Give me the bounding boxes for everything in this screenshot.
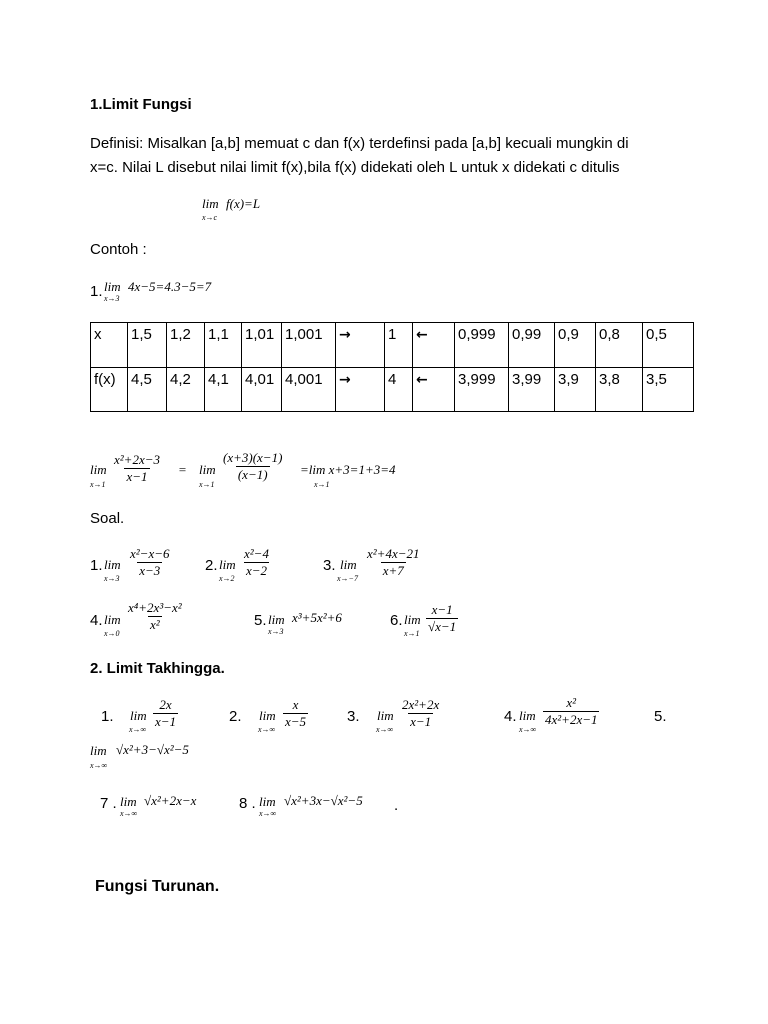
lim-subscript: x→c (202, 213, 218, 222)
lim-subscript: x→∞ (259, 809, 277, 818)
lim-operator: lim (268, 612, 285, 627)
lim-subscript: x→∞ (90, 761, 108, 770)
table-row (91, 323, 694, 368)
denominator: (x−1) (237, 467, 268, 482)
lim-operator: lim (202, 196, 219, 211)
lim-subscript: x→∞ (120, 809, 138, 818)
denominator: x−1 (410, 714, 432, 729)
numerator: x (292, 697, 299, 712)
fraction (128, 547, 171, 578)
fraction (283, 698, 308, 729)
lim-subscript: x→1 (90, 480, 106, 489)
denominator: x−5 (285, 714, 307, 729)
lim-subscript: x→∞ (376, 725, 394, 734)
table-cell: 1 (385, 323, 413, 368)
item-label: 5. (654, 708, 667, 725)
item-label: 5. (254, 612, 267, 629)
numerator: x−1 (431, 602, 453, 617)
table-cell: 4,01 (242, 368, 282, 412)
item-label: 4. (504, 708, 517, 725)
lim-operator: lim (219, 557, 236, 572)
fraction-1 (112, 453, 162, 484)
lim-operator: lim (199, 462, 216, 477)
fraction (426, 603, 458, 634)
table-cell: 4,001 (282, 368, 336, 412)
lim-subscript: x→3 (104, 574, 120, 583)
table-cell: 1,01 (242, 323, 282, 368)
definition-line-2: x=c. Nilai L disebut nilai limit f(x),bila f(x) didekati oleh L untuk x didekati c ditulis (90, 159, 620, 176)
section-heading-limit-fungsi: 1.Limit Fungsi (90, 96, 192, 113)
item-label: 4. (90, 612, 103, 629)
item-label: 3. (323, 557, 336, 574)
numerator: x²+4x−21 (367, 546, 420, 561)
denominator: √x−1 (428, 619, 457, 634)
table-cell: 1,5 (128, 323, 167, 368)
lim-subscript: x→1 (314, 480, 330, 489)
arrow-left-icon: ← (413, 368, 455, 412)
fraction (242, 547, 271, 578)
definition-line-1: Definisi: Misalkan [a,b] memuat c dan f(x) terdefinsi pada [a,b] kecuali mungkin di (90, 135, 629, 152)
lim-subscript: x→−7 (337, 574, 358, 583)
denominator: 4x²+2x−1 (545, 712, 598, 727)
expression: √x²+3x−√x²−5 (284, 793, 363, 808)
table-cell: 3,999 (455, 368, 509, 412)
denominator: x+7 (382, 563, 404, 578)
table-cell: 3,5 (643, 368, 694, 412)
numerator: x² (566, 695, 577, 710)
lim-subscript: x→∞ (519, 725, 537, 734)
soal-heading: Soal. (90, 510, 125, 527)
lim-subscript: x→0 (104, 629, 120, 638)
item-label: 2. (229, 708, 242, 725)
arrow-left-icon: ← (413, 323, 455, 368)
lim-operator: lim (104, 279, 121, 294)
item-label: 8 . (239, 795, 256, 812)
lim-subscript: x→∞ (129, 725, 147, 734)
table-cell: 4,2 (167, 368, 205, 412)
section-heading-limit-takhingga: 2. Limit Takhingga. (90, 660, 225, 677)
item-label: 1. (101, 708, 114, 725)
expression: x³+5x²+6 (292, 610, 342, 625)
arrow-right-icon: → (336, 368, 385, 412)
item-label: 3. (347, 708, 360, 725)
table-cell: f(x) (91, 368, 128, 412)
formula-expression: f(x)=L (226, 196, 261, 211)
fraction (543, 696, 599, 727)
numerator: x²+2x−3 (114, 452, 160, 467)
numerator: x⁴+2x³−x² (128, 600, 182, 615)
fraction (365, 547, 421, 578)
arrow-right-icon: → (336, 323, 385, 368)
table-cell: 0,999 (455, 323, 509, 368)
table-cell: 0,5 (643, 323, 694, 368)
item-label: 7 . (100, 795, 117, 812)
lim-subscript: x→1 (199, 480, 215, 489)
table-cell: 3,9 (555, 368, 596, 412)
lim-operator: lim (404, 612, 421, 627)
simplified-expression: =lim x+3=1+3=4 (300, 462, 396, 477)
lim-operator: lim (259, 794, 276, 809)
numerator: 2x²+2x (402, 697, 440, 712)
lim-subscript: x→∞ (258, 725, 276, 734)
item-label: 6. (390, 612, 403, 629)
numerator: (x+3)(x−1) (223, 450, 283, 465)
lim-operator: lim (120, 794, 137, 809)
table-cell: 3,99 (509, 368, 555, 412)
expression: √x²+2x−x (144, 793, 197, 808)
table-cell: 4,1 (205, 368, 242, 412)
table-cell: 0,8 (596, 323, 643, 368)
denominator: x² (150, 617, 160, 632)
lim-operator: lim (104, 557, 121, 572)
table-row (91, 368, 694, 412)
lim-operator: lim (90, 462, 107, 477)
denominator: x−3 (139, 563, 161, 578)
lim-subscript: x→1 (404, 629, 420, 638)
table-cell: 0,9 (555, 323, 596, 368)
table-cell: 0,99 (509, 323, 555, 368)
lim-subscript: x→3 (268, 627, 284, 636)
contoh-label: Contoh : (90, 241, 147, 258)
table-cell: 1,001 (282, 323, 336, 368)
lim-subscript: x→3 (104, 294, 120, 303)
table-cell: 4,5 (128, 368, 167, 412)
lim-operator: lim (130, 708, 147, 723)
table-cell: x (91, 323, 128, 368)
lim-operator: lim (340, 557, 357, 572)
lim-operator: lim (90, 743, 107, 758)
section-heading-fungsi-turunan: Fungsi Turunan. (95, 878, 220, 895)
lim-operator: lim (104, 612, 121, 627)
example-number: 1. (90, 283, 103, 300)
table-cell: 1,2 (167, 323, 205, 368)
item-label: 1. (90, 557, 103, 574)
expression: √x²+3−√x²−5 (116, 742, 189, 757)
lim-subscript: x→2 (219, 574, 235, 583)
table-cell: 3,8 (596, 368, 643, 412)
trailing-dot: . (394, 797, 399, 814)
fraction (400, 698, 441, 729)
item-label: 2. (205, 557, 218, 574)
value-table (90, 322, 694, 412)
denominator: x−1 (155, 714, 177, 729)
numerator: 2x (159, 697, 172, 712)
table-cell: 1,1 (205, 323, 242, 368)
denominator: x−1 (126, 469, 148, 484)
numerator: x²−x−6 (130, 546, 170, 561)
table-cell: 4 (385, 368, 413, 412)
denominator: x−2 (245, 563, 267, 578)
lim-operator: lim (519, 708, 536, 723)
fraction-2 (221, 451, 284, 482)
equals-sign: = (178, 462, 187, 477)
fraction (153, 698, 178, 729)
lim-operator: lim (377, 708, 394, 723)
example-expression: 4x−5=4.3−5=7 (128, 279, 212, 294)
numerator: x²−4 (244, 546, 269, 561)
fraction (126, 601, 184, 632)
lim-operator: lim (259, 708, 276, 723)
